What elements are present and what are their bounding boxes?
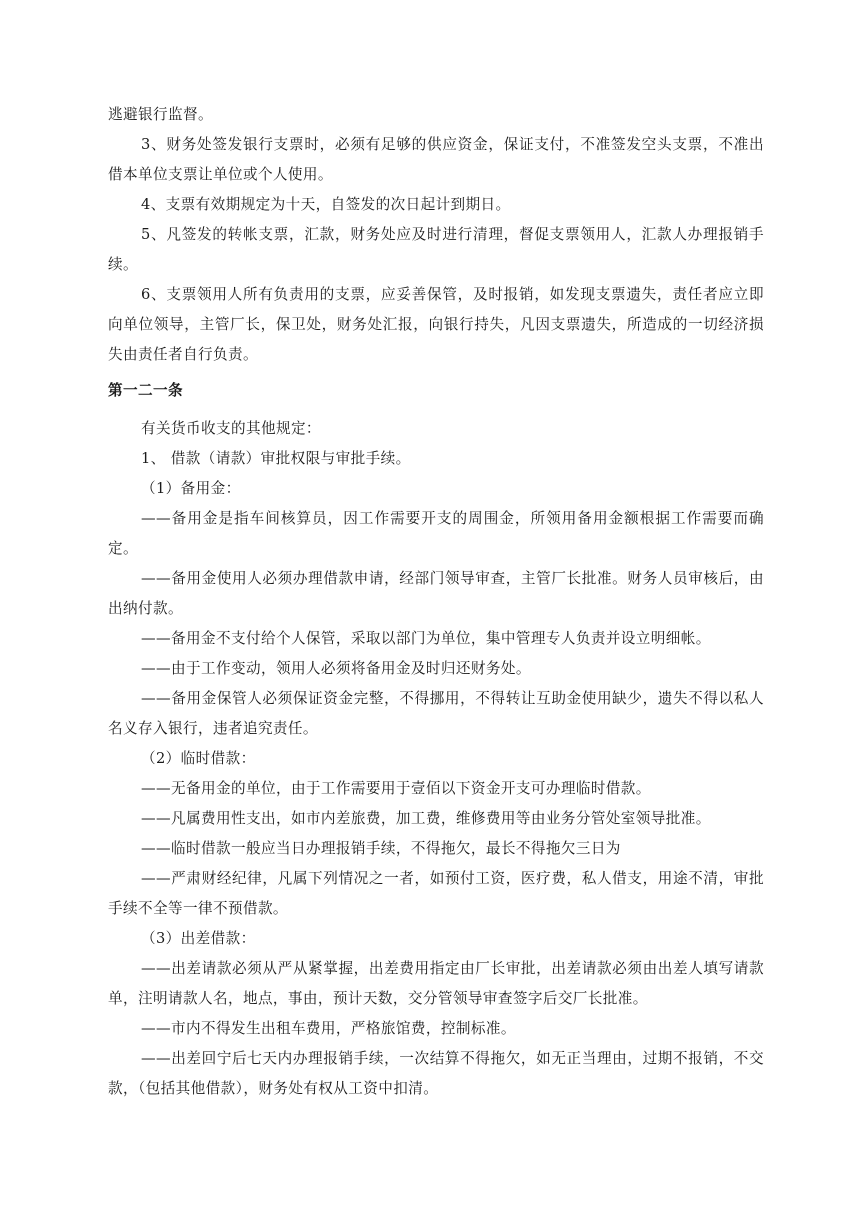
paragraph: ——备用金保管人必须保证资金完整，不得挪用，不得转让互助金使用缺少，遗失不得以私人名义存入银行，违者追究责任。	[108, 690, 764, 737]
paragraph: 逃避银行监督。	[108, 106, 213, 123]
paragraph: 有关货币收支的其他规定：	[141, 420, 321, 437]
paragraph: 4、支票有效期规定为十天，自签发的次日起计到期日。	[141, 196, 511, 213]
paragraph: 1、 借款（请款）审批权限与审批手续。	[141, 450, 411, 467]
subsection-label: （3）出差借款：	[141, 930, 256, 947]
article-heading: 第一二一条	[108, 382, 183, 399]
paragraph: ——备用金使用人必须办理借款申请，经部门领导审查，主管厂长批准。财务人员审核后，由出纳付款。	[108, 570, 764, 617]
paragraph: 3、财务处签发银行支票时，必须有足够的供应资金，保证支付，不准签发空头支票，不准出借本单位支票让单位或个人使用。	[108, 136, 764, 183]
paragraph: ——市内不得发生出租车费用，严格旅馆费，控制标准。	[141, 1020, 516, 1037]
paragraph: 6、支票领用人所有负责用的支票，应妥善保管，及时报销，如发现支票遗失，责任者应立即向单位领导，主管厂长，保卫处，财务处汇报，向银行持失，凡因支票遗失，所造成的一切经济损失由责任者自行负责。	[108, 286, 764, 363]
subsection-label: （1）备用金：	[141, 480, 241, 497]
paragraph: ——凡属费用性支出，如市内差旅费，加工费，维修费用等由业务分管处室领导批准。	[141, 810, 711, 827]
subsection-label: （2）临时借款：	[141, 750, 256, 767]
paragraph: ——严肃财经纪律，凡属下列情况之一者，如预付工资，医疗费，私人借支，用途不清，审批手续不全等一律不预借款。	[108, 870, 764, 917]
paragraph-group-a	[108, 100, 764, 370]
paragraph: ——备用金不支付给个人保管，采取以部门为单位，集中管理专人负责并设立明细帐。	[141, 630, 711, 647]
paragraph: ——由于工作变动，领用人必须将备用金及时归还财务处。	[141, 660, 531, 677]
paragraph: ——临时借款一般应当日办理报销手续，不得拖欠，最长不得拖欠三日为	[141, 840, 621, 857]
paragraph: 5、凡签发的转帐支票，汇款，财务处应及时进行清理，督促支票领用人，汇款人办理报销手续。	[108, 226, 764, 273]
paragraph-group-b	[108, 414, 764, 1104]
paragraph: ——备用金是指车间核算员，因工作需要开支的周围金，所领用备用金额根据工作需要而确定。	[108, 510, 764, 557]
paragraph: ——出差请款必须从严从紧掌握，出差费用指定由厂长审批，出差请款必须由出差人填写请款单，注明请款人名，地点，事由，预计天数，交分管领导审查签字后交厂长批准。	[108, 960, 764, 1007]
document-body	[108, 100, 764, 1104]
paragraph: ——出差回宁后七天内办理报销手续，一次结算不得拖欠，如无正当理由，过期不报销，不交款，（包括其他借款），财务处有权从工资中扣清。	[108, 1050, 764, 1097]
paragraph: ——无备用金的单位，由于工作需要用于壹佰以下资金开支可办理临时借款。	[141, 780, 651, 797]
